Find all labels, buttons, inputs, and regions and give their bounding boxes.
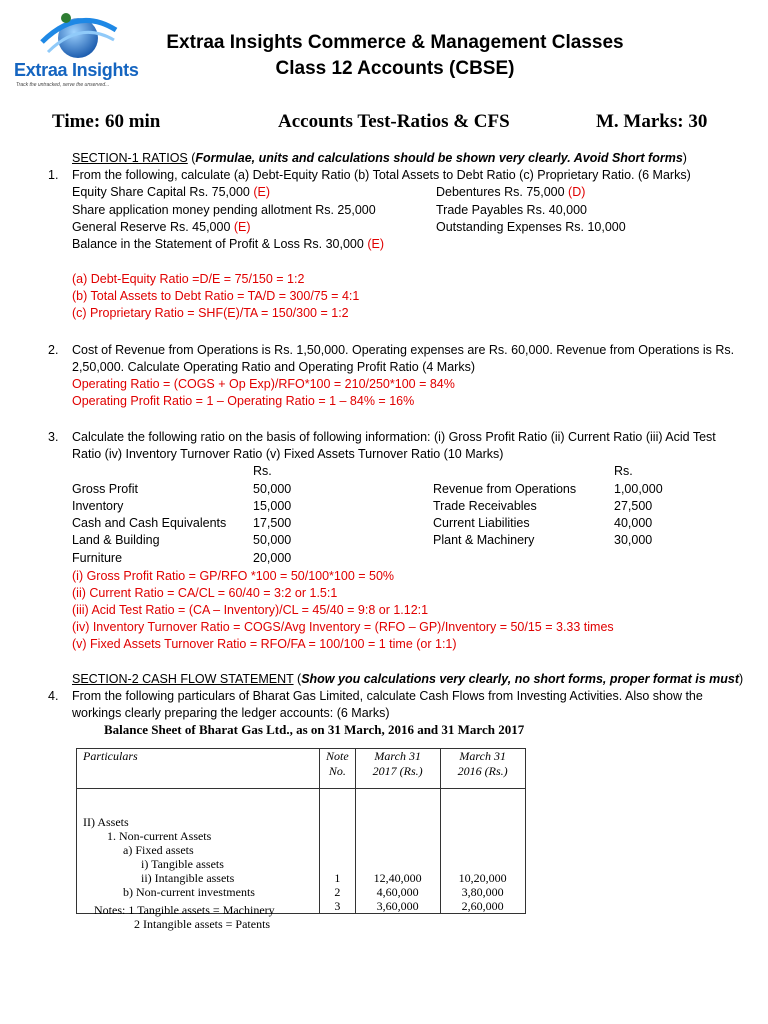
header-note: Note No.	[320, 749, 356, 789]
q4-text: From the following particulars of Bharat Gas Limited, calculate Cash Flows from Investing Activities. Also show the	[72, 689, 703, 703]
q1-item: Equity Share Capital Rs. 75,000 (E)	[72, 185, 271, 199]
q3-label: Current Liabilities	[433, 516, 530, 530]
q2-answer: Operating Ratio = (COGS + Op Exp)/RFO*100 = 210/250*100 = 84%	[72, 377, 455, 391]
balance-sheet-table	[76, 748, 526, 914]
amount-2017-cell: 12,40,000 4,60,000 3,60,000	[355, 789, 440, 914]
q3-value: 1,00,000	[614, 482, 663, 496]
table-note: Notes: 1 Tangible assets = Machinery	[94, 903, 275, 917]
q3-value: 50,000	[253, 482, 292, 496]
balance-sheet-title: Balance Sheet of Bharat Gas Ltd., as on 31 March, 2016 and 31 March 2017	[104, 722, 525, 737]
q3-currency: Rs.	[253, 464, 272, 478]
header-particulars: Particulars	[77, 749, 320, 789]
q2-text: Cost of Revenue from Operations is Rs. 1,50,000. Operating expenses are Rs. 60,000. Revenue from Operations is Rs.	[72, 343, 735, 357]
logo-name: Extraa Insights	[14, 60, 139, 80]
time-label: Time: 60 min	[52, 111, 161, 132]
max-marks: M. Marks: 30	[596, 111, 708, 132]
q3-value: 30,000	[614, 533, 653, 547]
section2-label: SECTION-2 CASH FLOW STATEMENT	[72, 672, 294, 686]
q3-label: Gross Profit	[72, 482, 138, 496]
section2-note: Show you calculations very clearly, no short forms, proper format is must	[301, 672, 740, 686]
header-subtitle: Class 12 Accounts (CBSE)	[275, 58, 515, 79]
q3-label: Furniture	[72, 551, 123, 565]
q3-value: 27,500	[614, 499, 653, 513]
q2-text: 2,50,000. Calculate Operating Ratio and Operating Profit Ratio (4 Marks)	[72, 360, 475, 374]
q1-text: From the following, calculate (a) Debt-Equity Ratio (b) Total Assets to Debt Ratio (c) Proprietary Ratio. (6 Marks)	[72, 168, 691, 182]
particulars-cell: II) Assets 1. Non-current Assets a) Fixed assets i) Tangible assets ii) Intangible assets b) Non-current investments	[77, 789, 320, 914]
section1-note: Formulae, units and calculations should be shown very clearly. Avoid Short forms	[195, 151, 683, 165]
q4-number: 4.	[48, 689, 59, 703]
q1-answer: (c) Proprietary Ratio = SHF(E)/TA = 150/300 = 1:2	[72, 306, 349, 320]
q3-answer: (ii) Current Ratio = CA/CL = 60/40 = 3:2 or 1.5:1	[72, 586, 338, 600]
table-header-row	[77, 749, 526, 789]
q3-label: Trade Receivables	[433, 499, 537, 513]
q1-item: Outstanding Expenses Rs. 10,000	[436, 220, 626, 234]
amount-2016-cell: 10,20,000 3,80,000 2,60,000	[440, 789, 525, 914]
q3-value: 50,000	[253, 533, 292, 547]
q1-item: Balance in the Statement of Profit & Loss Rs. 30,000 (E)	[72, 237, 384, 251]
logo-tagline: Track the untracked, serve the unserved...	[16, 82, 110, 88]
q1-answer: (b) Total Assets to Debt Ratio = TA/D = 300/75 = 4:1	[72, 289, 360, 303]
q2-number: 2.	[48, 343, 59, 357]
q3-currency: Rs.	[614, 464, 633, 478]
q3-answer: (iii) Acid Test Ratio = (CA – Inventory)/CL = 45/40 = 9:8 or 1.12:1	[72, 603, 429, 617]
note-cell: 1 2 3	[320, 789, 356, 914]
q1-answer: (a) Debt-Equity Ratio =D/E = 75/150 = 1:2	[72, 272, 305, 286]
q3-value: 20,000	[253, 551, 292, 565]
q3-number: 3.	[48, 430, 59, 444]
q1-item: General Reserve Rs. 45,000 (E)	[72, 220, 251, 234]
header-2016: March 31 2016 (Rs.)	[440, 749, 525, 789]
q3-label: Cash and Cash Equivalents	[72, 516, 227, 530]
section1-heading: SECTION-1 RATIOS (Formulae, units and calculations should be shown very clearly. Avoid Short forms)	[72, 151, 687, 165]
table-row	[77, 789, 526, 914]
q3-text: Ratio (iv) Inventory Turnover Ratio (v) Fixed Assets Turnover Ratio (10 Marks)	[72, 447, 504, 461]
q1-item: Share application money pending allotment Rs. 25,000	[72, 203, 376, 217]
q2-answer: Operating Profit Ratio = 1 – Operating Ratio = 1 – 84% = 16%	[72, 394, 415, 408]
q3-value: 40,000	[614, 516, 653, 530]
q3-label: Plant & Machinery	[433, 533, 535, 547]
section2-heading: SECTION-2 CASH FLOW STATEMENT (Show you calculations very clearly, no short forms, proper format is must)	[72, 672, 744, 686]
q3-value: 17,500	[253, 516, 292, 530]
q1-item: Debentures Rs. 75,000 (D)	[436, 185, 586, 199]
q3-label: Inventory	[72, 499, 124, 513]
section1-label: SECTION-1 RATIOS	[72, 151, 188, 165]
q1-number: 1.	[48, 168, 59, 182]
table-note: 2 Intangible assets = Patents	[134, 917, 271, 931]
q3-answer: (i) Gross Profit Ratio = GP/RFO *100 = 50/100*100 = 50%	[72, 569, 395, 583]
q3-text: Calculate the following ratio on the basis of following information: (i) Gross Profit Ratio (ii) Current Ratio (iii) Acid Test	[72, 430, 716, 444]
header-title: Extraa Insights Commerce & Management Classes	[166, 32, 624, 53]
q1-item: Trade Payables Rs. 40,000	[436, 203, 588, 217]
q3-answer: (iv) Inventory Turnover Ratio = COGS/Avg Inventory = (RFO – GP)/Inventory = 50/15 = 3.33 times	[72, 620, 614, 634]
q3-label: Land & Building	[72, 533, 160, 547]
q3-answer: (v) Fixed Assets Turnover Ratio = RFO/FA = 100/100 = 1 time (or 1:1)	[72, 637, 457, 651]
q4-text: workings clearly preparing the ledger accounts: (6 Marks)	[72, 706, 390, 720]
q3-value: 15,000	[253, 499, 292, 513]
test-title: Accounts Test-Ratios & CFS	[278, 111, 510, 132]
q3-label: Revenue from Operations	[433, 482, 577, 496]
header-2017: March 31 2017 (Rs.)	[355, 749, 440, 789]
